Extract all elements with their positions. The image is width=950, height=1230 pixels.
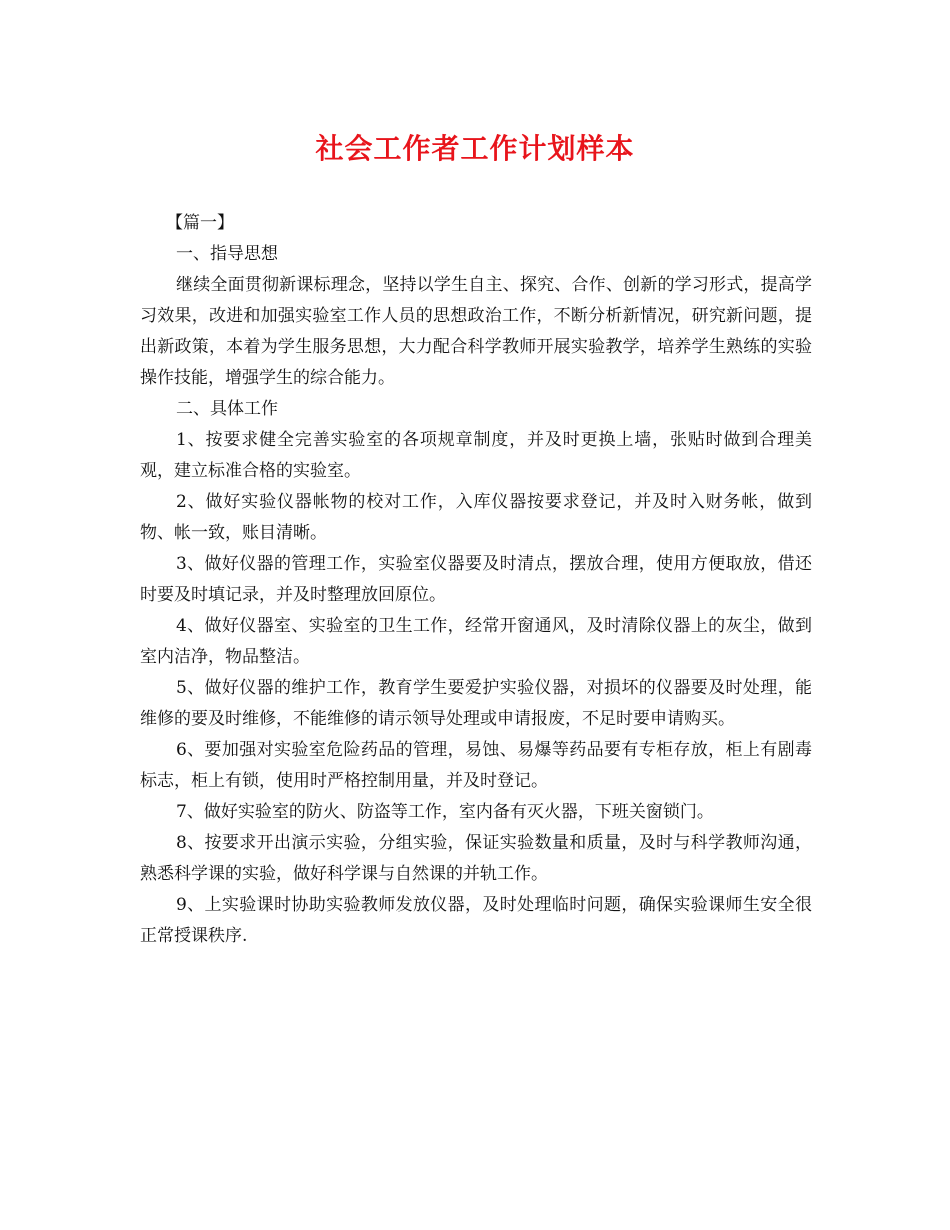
work-item-9: 9、上实验课时协助实验教师发放仪器，及时处理临时问题，确保实验课师生安全很正常授课秩序.	[140, 895, 812, 946]
work-item-6: 6、要加强对实验室危险药品的管理，易蚀、易爆等药品要有专柜存放，柜上有剧毒标志，柜上有锁，使用时严格控制用量，并及时登记。	[140, 740, 812, 791]
work-item-4: 4、做好仪器室、实验室的卫生工作，经常开窗通风，及时清除仪器上的灰尘，做到室内洁净，物品整洁。	[140, 616, 812, 667]
work-item-5: 5、做好仪器的维护工作，教育学生要爱护实验仪器，对损坏的仪器要及时处理，能维修的要及时维修，不能维修的请示领导处理或申请报废，不足时要申请购买。	[140, 678, 812, 729]
work-item-7: 7、做好实验室的防火、防盗等工作，室内备有灭火器，下班关窗锁门。	[176, 802, 714, 822]
paragraph-guiding-ideology: 继续全面贯彻新课标理念，坚持以学生自主、探究、合作、创新的学习形式，提高学习效果，改进和加强实验室工作人员的思想政治工作，不断分析新情况，研究新问题，提出新政策，本着为学生服务思想，大力配合科学教师开展实验教学，培养学生熟练的实验操作技能，增强学生的综合能力。	[140, 275, 812, 388]
section-heading-guiding-ideology: 一、指导思想	[176, 244, 278, 264]
section-heading-specific-work: 二、具体工作	[176, 399, 278, 419]
document-body	[140, 208, 812, 952]
work-item-2: 2、做好实验仪器帐物的校对工作，入库仪器按要求登记，并及时入财务帐，做到物、帐一致，账目清晰。	[140, 492, 812, 543]
document-title: 社会工作者工作计划样本	[315, 132, 635, 165]
work-item-1: 1、按要求健全完善实验室的各项规章制度，并及时更换上墙，张贴时做到合理美观，建立标准合格的实验室。	[140, 430, 812, 481]
section-marker: 【篇一】	[166, 213, 234, 233]
work-item-3: 3、做好仪器的管理工作，实验室仪器要及时清点，摆放合理，使用方便取放，借还时要及时填记录，并及时整理放回原位。	[140, 554, 812, 605]
work-item-8: 8、按要求开出演示实验，分组实验，保证实验数量和质量，及时与科学教师沟通，熟悉科学课的实验，做好科学课与自然课的并轨工作。	[140, 833, 812, 884]
